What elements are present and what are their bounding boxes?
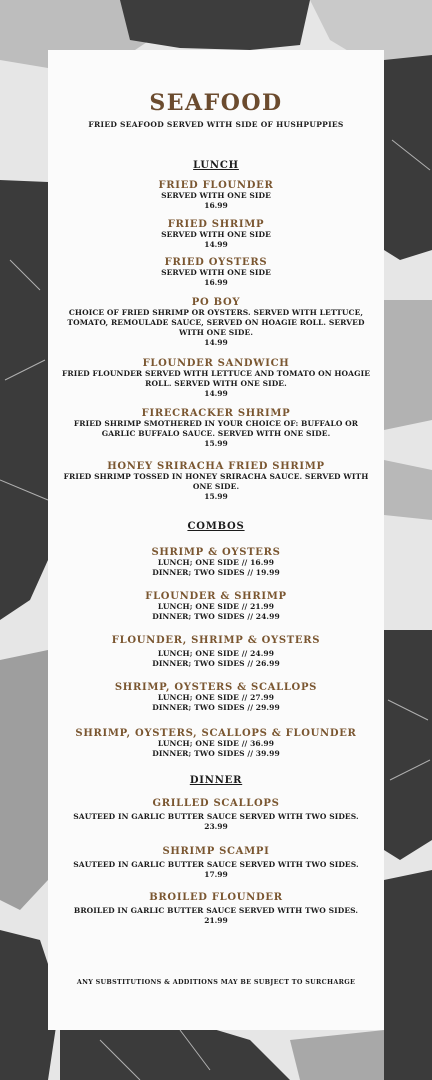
menu-content (48, 50, 384, 1030)
combo-item (58, 682, 374, 713)
item-description: FRIED FLOUNDER SERVED WITH LETTUCE AND TOMATO ON HOAGIE ROLL. SERVED WITH ONE SIDE. (61, 369, 371, 388)
item-price: 16.99 (204, 278, 228, 287)
item-description: SERVED WITH ONE SIDE (161, 268, 271, 277)
item-price: 14.99 (204, 389, 228, 398)
item-name: HONEY SRIRACHA FRIED SHRIMP (107, 461, 325, 472)
combo-lunch-price: LUNCH; ONE SIDE // 24.99 (157, 649, 275, 658)
section-heading-combos: COMBOS (187, 521, 245, 532)
combo-lunch-price: LUNCH; ONE SIDE // 27.99 (157, 693, 275, 702)
item-description: FRIED SHRIMP TOSSED IN HONEY SRIRACHA SAUCE. SERVED WITH ONE SIDE. (63, 472, 369, 491)
combo-item (58, 728, 374, 759)
item-description: BROILED IN GARLIC BUTTER SAUCE SERVED WITH TWO SIDES. (73, 906, 359, 915)
item-name: FRIED SHRIMP (167, 219, 265, 230)
combo-dinner-price: DINNER; TWO SIDES // 24.99 (152, 612, 280, 621)
item-description: SERVED WITH ONE SIDE (161, 230, 271, 239)
combo-lunch-price: LUNCH; ONE SIDE // 21.99 (157, 602, 275, 611)
item-description: SAUTEED IN GARLIC BUTTER SAUCE SERVED WITH TWO SIDES. (73, 860, 359, 869)
item-price: 16.99 (204, 201, 228, 210)
combo-dinner-price: DINNER; TWO SIDES // 39.99 (152, 749, 280, 758)
item-description: SERVED WITH ONE SIDE (161, 191, 271, 200)
combo-lunch-price: LUNCH; ONE SIDE // 16.99 (157, 558, 275, 567)
item-price: 15.99 (204, 492, 228, 501)
item-price: 23.99 (204, 822, 228, 831)
item-name: FIRECRACKER SHRIMP (141, 408, 291, 419)
item-name: GRILLED SCALLOPS (152, 798, 280, 809)
combo-lunch-price: LUNCH; ONE SIDE // 36.99 (157, 739, 275, 748)
item-name: FLOUNDER SANDWICH (142, 358, 290, 369)
menu-item (58, 461, 374, 502)
combo-item (58, 635, 374, 669)
surcharge-notice: ANY SUBSTITUTIONS & ADDITIONS MAY BE SUBJECT TO SURCHARGE (76, 978, 356, 986)
item-name: SHRIMP SCAMPI (162, 846, 270, 857)
item-name: BROILED FLOUNDER (149, 892, 283, 903)
item-name: SHRIMP, OYSTERS, SCALLOPS & FLOUNDER (75, 728, 357, 739)
combo-dinner-price: DINNER; TWO SIDES // 19.99 (152, 568, 280, 577)
item-name: FLOUNDER, SHRIMP & OYSTERS (111, 635, 321, 646)
menu-item (58, 358, 374, 399)
item-name: FLOUNDER & SHRIMP (145, 591, 287, 602)
combo-item (58, 591, 374, 622)
item-description: FRIED SHRIMP SMOTHERED IN YOUR CHOICE OF: BUFFALO OR GARLIC BUFFALO SAUCE. SERVED WITH ONE SIDE. (73, 419, 359, 438)
combo-item (58, 547, 374, 578)
page-subtitle: FRIED SEAFOOD SERVED WITH SIDE OF HUSHPUPPIES (88, 120, 344, 129)
item-price: 14.99 (204, 338, 228, 347)
item-description: SAUTEED IN GARLIC BUTTER SAUCE SERVED WITH TWO SIDES. (73, 812, 359, 821)
section-heading-lunch: LUNCH (193, 160, 239, 171)
item-price: 15.99 (204, 439, 228, 448)
page-title: SEAFOOD (149, 90, 283, 116)
item-price: 17.99 (204, 870, 228, 879)
combo-dinner-price: DINNER; TWO SIDES // 29.99 (152, 703, 280, 712)
item-name: SHRIMP, OYSTERS & SCALLOPS (114, 682, 318, 693)
item-name: FRIED FLOUNDER (158, 180, 274, 191)
item-name: FRIED OYSTERS (164, 257, 268, 268)
item-price: 14.99 (204, 240, 228, 249)
menu-item (58, 257, 374, 288)
item-description: CHOICE OF FRIED SHRIMP OR OYSTERS. SERVED WITH LETTUCE, TOMATO, REMOULADE SAUCE, SERVED ON HOAGIE ROLL. SERVED WITH ONE SIDE. (67, 308, 365, 337)
item-price: 21.99 (204, 916, 228, 925)
item-name: SHRIMP & OYSTERS (151, 547, 281, 558)
menu-item (58, 219, 374, 250)
menu-item (58, 892, 374, 926)
menu-item (58, 297, 374, 348)
menu-item (58, 798, 374, 832)
menu-item (58, 408, 374, 449)
section-heading-dinner: DINNER (189, 775, 243, 786)
item-name: PO BOY (191, 297, 241, 308)
combo-dinner-price: DINNER; TWO SIDES // 26.99 (152, 659, 280, 668)
menu-item (58, 180, 374, 211)
menu-item (58, 846, 374, 880)
